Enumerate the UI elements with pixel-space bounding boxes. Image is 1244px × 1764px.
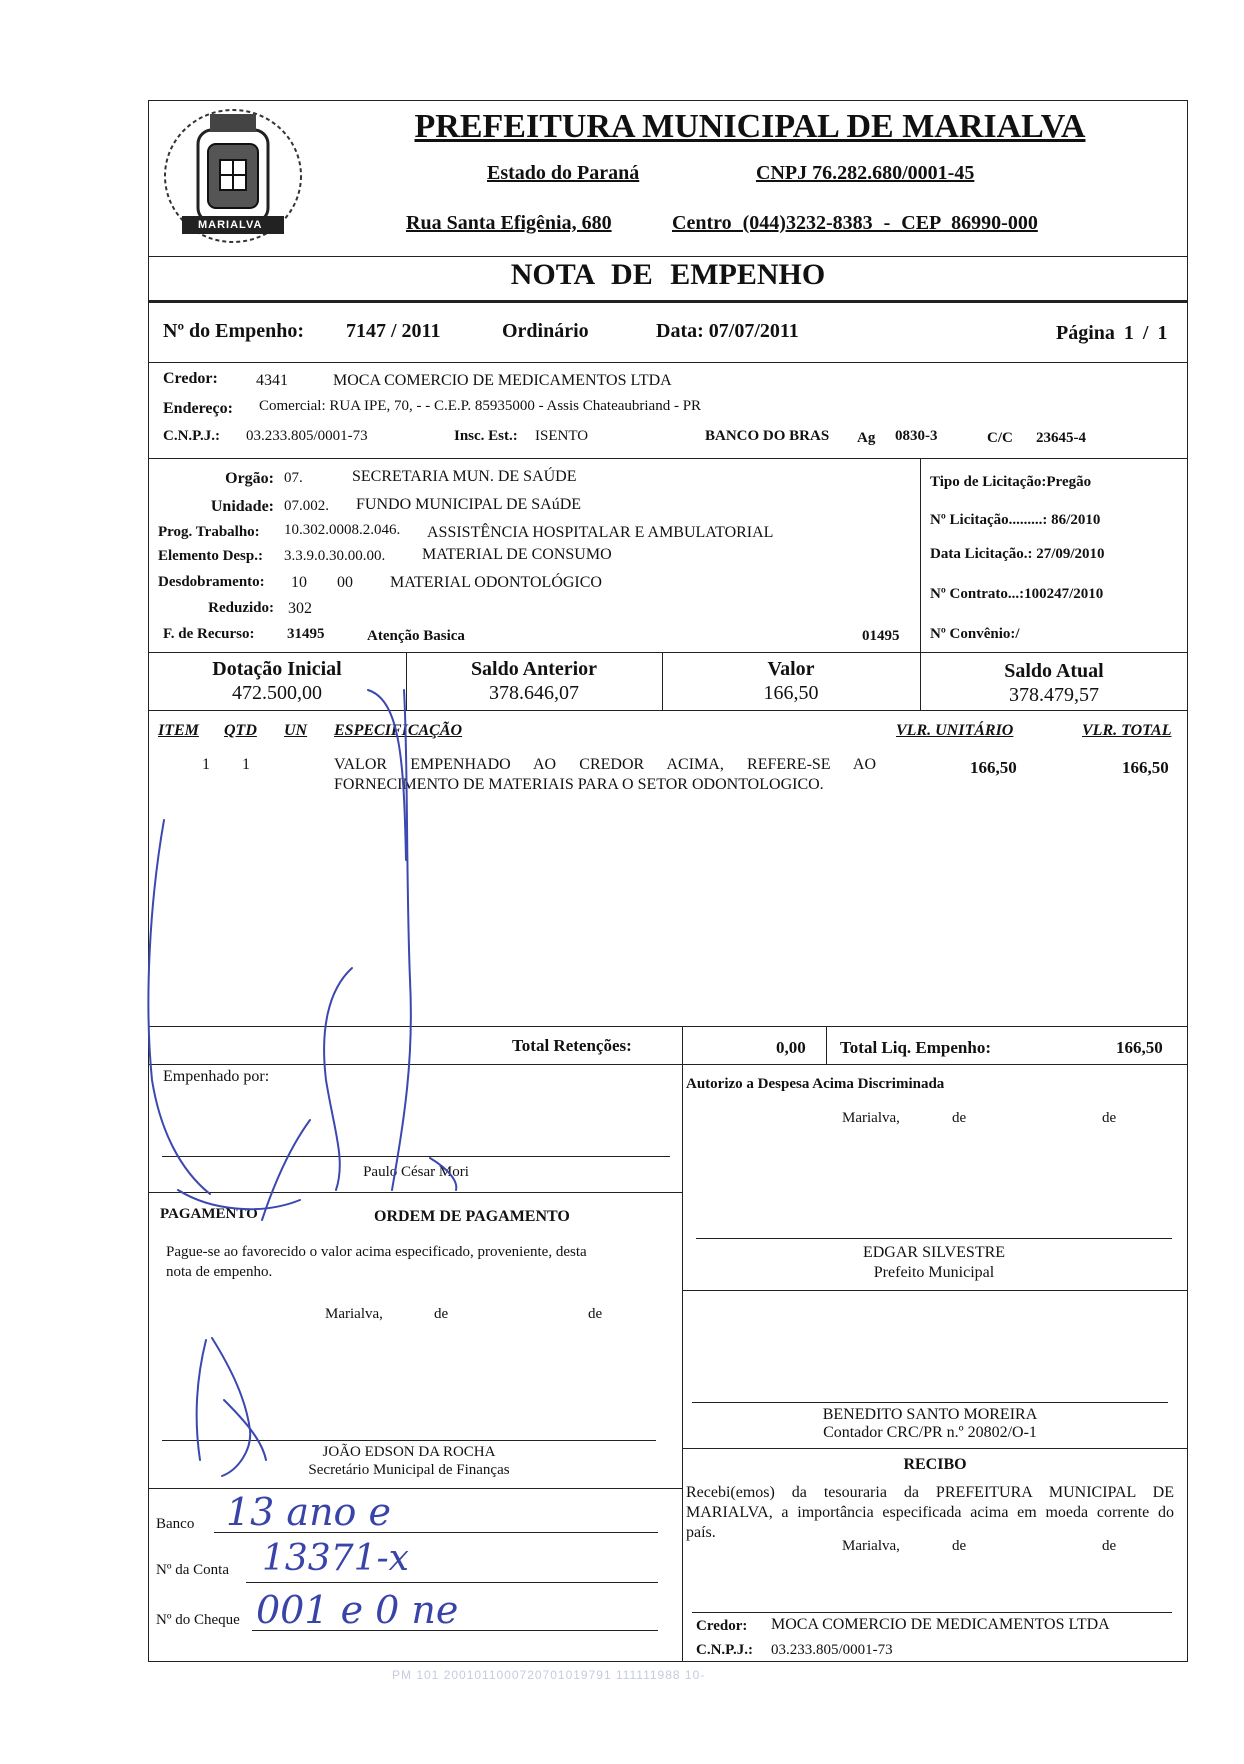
recibo-credor-name: MOCA COMERCIO DE MEDICAMENTOS LTDA [771,1616,1110,1633]
fonte-recurso-code: 31495 [287,626,325,642]
total-liquido-value: 166,50 [1116,1038,1163,1057]
saldo-atual-value: 378.479,57 [1009,684,1099,706]
saldo-anterior-value: 378.646,07 [489,682,579,704]
insc-est-label: Insc. Est.: [454,428,518,444]
agency-number: 0830-3 [895,428,938,444]
saldo-atual-label: Saldo Atual [1004,660,1104,682]
municipality-cnpj: CNPJ 76.282.680/0001-45 [756,162,975,184]
col-item: ITEM [158,722,199,739]
col-vlr-total: VLR. TOTAL [1082,722,1172,739]
recibo-place: Marialva, [842,1538,900,1554]
contador-name: BENEDITO SANTO MOREIRA [822,1406,1038,1423]
item-qtd: 1 [242,756,250,773]
elemento-code: 3.3.9.0.30.00.00. [284,548,386,564]
recibo-title: RECIBO [903,1456,967,1473]
banco-handwritten: 13 ano e [226,1490,392,1534]
cheque-handwritten: 001 e 0 ne [256,1588,459,1632]
credor-cnpj: 03.233.805/0001-73 [246,428,368,444]
recibo-text-line3: país. [686,1524,716,1541]
prog-trabalho-name: ASSISTÊNCIA HOSPITALAR E AMBULATORIAL [427,524,774,541]
account-label: C/C [987,430,1013,446]
agency-label: Ag [857,430,876,446]
valor-label: Valor [767,658,815,680]
empenho-number: 7147 / 2011 [346,320,441,342]
item-description-line1: VALOR EMPENHADO AO CREDOR ACIMA, REFERE-SE AO [334,756,876,773]
dotacao-inicial-value: 472.500,00 [232,682,322,704]
recibo-text-line1: Recebi(emos) da tesouraria da PREFEITURA MUNICIPAL DE [686,1484,1174,1501]
empenhado-por-name: Paulo César Mori [363,1164,469,1180]
address-label: Endereço: [163,400,233,417]
ordem-pagamento-title: ORDEM DE PAGAMENTO [374,1208,570,1225]
municipality-title: PREFEITURA MUNICIPAL DE MARIALVA [414,108,1086,145]
pagamento-text-line2: nota de empenho. [166,1264,273,1280]
reduzido-value: 302 [288,600,312,617]
desdobramento-label: Desdobramento: [158,574,265,590]
empenho-type: Ordinário [502,320,589,342]
total-retencoes-value: 0,00 [776,1038,806,1057]
document-title: NOTA DE EMPENHO [510,258,826,291]
cheque-label: Nº do Cheque [156,1612,240,1628]
total-liquido-label: Total Liq. Empenho: [840,1038,991,1057]
conta-label: Nº da Conta [156,1562,229,1578]
empenho-number-label: Nº do Empenho: [163,320,305,342]
autorizo-de-2: de [1102,1110,1117,1126]
credor-address: Comercial: RUA IPE, 70, - - C.E.P. 85935000 - Assis Chateaubriand - PR [259,398,702,414]
dotacao-inicial-label: Dotação Inicial [212,658,342,680]
seal-banner-text: MARIALVA [198,219,263,231]
credor-label: Credor: [163,370,218,387]
contador-role: Contador CRC/PR n.º 20802/O-1 [823,1424,1037,1441]
account-number: 23645-4 [1036,430,1086,446]
autorizo-label: Autorizo a Despesa Acima Discriminada [686,1076,945,1092]
prefeito-name: EDGAR SILVESTRE [862,1244,1006,1261]
credor-name: MOCA COMERCIO DE MEDICAMENTOS LTDA [333,372,672,389]
street-address: Rua Santa Efigênia, 680 [406,212,612,234]
tipo-licitacao: Tipo de Licitação:Pregão [930,474,1092,490]
col-un: UN [284,722,308,739]
pagamento-text-line1: Pague-se ao favorecido o valor acima especificado, proveniente, desta [166,1244,587,1260]
insc-est-value: ISENTO [535,428,589,444]
numero-contrato: Nº Contrato...:100247/2010 [930,586,1104,602]
desdobramento-b: 00 [337,574,353,591]
desdobramento-name: MATERIAL ODONTOLÓGICO [390,574,602,591]
prog-trabalho-code: 10.302.0008.2.046. [284,522,401,538]
banco-label: Banco [156,1516,195,1532]
item-total-value: 166,50 [1122,758,1169,777]
valor-value: 166,50 [763,682,819,704]
fonte-recurso-label: F. de Recurso: [163,626,255,642]
reduzido-label: Reduzido: [208,600,274,616]
item-unit-value: 166,50 [970,758,1017,777]
data-licitacao: Data Licitação.: 27/09/2010 [930,546,1105,562]
elemento-label: Elemento Desp.: [158,548,263,564]
total-retencoes-label: Total Retenções: [512,1036,632,1055]
pagamento-place: Marialva, [325,1306,383,1322]
desdobramento-a: 10 [291,574,307,591]
page-indicator: Página 1 / 1 [1056,322,1168,344]
credor-code: 4341 [256,372,288,389]
fonte-recurso-number: 01495 [862,628,900,644]
elemento-name: MATERIAL DE CONSUMO [422,546,612,563]
pagamento-de-2: de [588,1306,603,1322]
numero-convenio: Nº Convênio:/ [930,626,1020,642]
numero-licitacao: Nº Licitação.........: 86/2010 [930,512,1101,528]
unidade-code: 07.002. [284,498,329,514]
bank-name: BANCO DO BRAS [705,428,830,444]
item-description-line2: FORNECIMENTO DE MATERIAIS PARA O SETOR ODONTOLOGICO. [334,776,824,793]
fonte-recurso-name: Atenção Basica [367,628,465,644]
col-qtd: QTD [224,722,257,739]
prog-trabalho-label: Prog. Trabalho: [158,524,260,540]
pagamento-label: PAGAMENTO [160,1206,258,1222]
address-contact: Centro (044)3232-8383 - CEP 86990-000 [672,212,1038,234]
secretario-name: JOÃO EDSON DA ROCHA [322,1444,496,1460]
secretario-role: Secretário Municipal de Finanças [308,1462,510,1478]
recibo-de-2: de [1102,1538,1117,1554]
recibo-de-1: de [952,1538,967,1554]
recibo-text-line2: MARIALVA, a importância especificada acima em moeda corrente do [686,1504,1174,1521]
orgao-label: Orgão: [225,470,274,487]
autorizo-de-1: de [952,1110,967,1126]
orgao-code: 07. [284,470,303,486]
empenhado-por-label: Empenhado por: [163,1068,270,1085]
recibo-cnpj-label: C.N.P.J.: [696,1642,753,1658]
autorizo-place: Marialva, [842,1110,900,1126]
cnpj-label: C.N.P.J.: [163,428,220,444]
prefeito-role: Prefeito Municipal [873,1264,995,1281]
footer-control-code: PM 101 2001011000720701019791 111111988 10- [392,1668,706,1682]
orgao-name: SECRETARIA MUN. DE SAÚDE [352,468,577,485]
unidade-label: Unidade: [210,498,274,515]
col-vlr-unitario: VLR. UNITÁRIO [896,722,1014,739]
col-especificacao: ESPECIFICAÇÃO [334,722,463,739]
conta-handwritten: 13371-x [262,1538,409,1579]
item-number: 1 [202,756,210,773]
recibo-credor-label: Credor: [696,1618,748,1634]
state-name: Estado do Paraná [487,162,640,184]
unidade-name: FUNDO MUNICIPAL DE SAúDE [356,496,582,513]
recibo-cnpj: 03.233.805/0001-73 [771,1642,893,1658]
empenho-date: Data: 07/07/2011 [656,320,799,342]
saldo-anterior-label: Saldo Anterior [470,658,598,680]
pagamento-de-1: de [434,1306,449,1322]
